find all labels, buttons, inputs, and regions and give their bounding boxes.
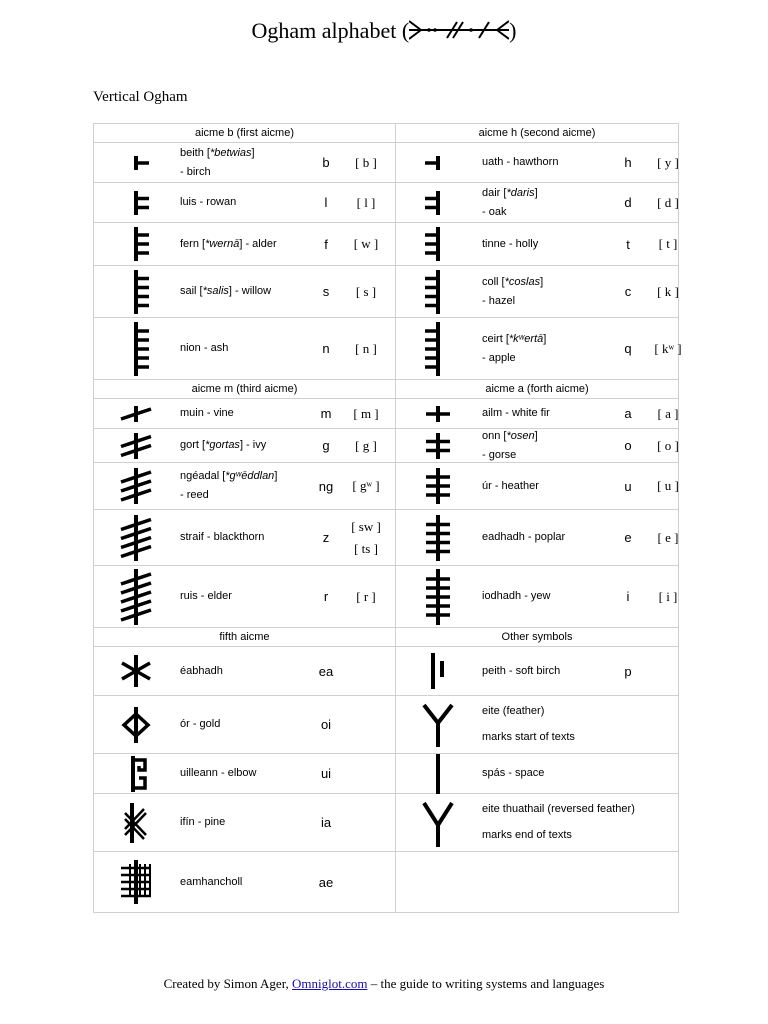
letter-cell	[396, 318, 682, 380]
letter-name-text: ceirt [	[482, 332, 509, 345]
letter-name	[180, 143, 308, 182]
letter-name	[482, 463, 610, 509]
ipa-text: [ o ]	[657, 437, 679, 453]
letter-name-text: ]	[540, 275, 544, 288]
ipa-value	[646, 566, 690, 627]
letter-name-text: ailm - white fir	[482, 407, 550, 419]
ipa-value	[344, 510, 388, 565]
letter-row	[94, 266, 679, 318]
letter-name-text: spás - space	[482, 767, 545, 779]
letter-name	[180, 510, 308, 565]
letter-name-text: luis - rowan	[180, 196, 237, 208]
letter-name	[180, 223, 308, 265]
letter-name	[180, 566, 308, 627]
letter-name-line	[180, 467, 308, 486]
letter-cell	[396, 852, 679, 913]
letter-name-line	[180, 282, 308, 301]
letter-name-text: nion - ash	[180, 342, 229, 354]
latin-transliteration: o	[624, 438, 632, 453]
letter-name-line	[482, 235, 610, 254]
letter-name-line	[482, 427, 610, 446]
letter-row	[94, 696, 679, 754]
letter-cell	[396, 463, 679, 510]
letter-name-line	[180, 404, 308, 423]
ogham-fern-icon	[109, 223, 163, 265]
letter-name	[482, 754, 662, 793]
letter-name-text: peith - soft birch	[482, 664, 561, 677]
letter-name	[482, 223, 610, 265]
letter-name	[180, 399, 308, 428]
letter-name-line	[482, 273, 610, 292]
footer-suffix: – the guide to writing systems and languages	[367, 976, 605, 991]
letter-name-line	[482, 662, 610, 681]
ipa-text: [ m ]	[353, 405, 379, 421]
ipa-value	[344, 223, 388, 265]
ipa-text: [ i ]	[658, 588, 678, 604]
letter-name-line	[180, 235, 308, 254]
letter-meaning: marks end of texts	[482, 829, 572, 841]
letter-name-line	[482, 587, 610, 606]
letter-name	[482, 399, 610, 428]
letter-meaning: - birch	[180, 165, 211, 178]
letter-name-line	[482, 764, 662, 783]
letter-name-text: iodhadh - yew	[482, 590, 551, 602]
section-header-row	[94, 628, 679, 647]
letter-meaning: - reed	[180, 489, 209, 501]
latin-transliteration: ng	[318, 478, 334, 494]
letter-cell	[396, 223, 679, 266]
letter-name-text: fern [	[180, 237, 206, 250]
latin-transliteration: d	[624, 195, 632, 210]
letter-name	[180, 266, 308, 317]
letter-name-text: ngéadal [	[180, 470, 226, 482]
letter-row	[94, 566, 679, 628]
letter-cell	[94, 223, 396, 266]
letter-name-line	[180, 339, 308, 358]
ipa-text: [ r ]	[356, 588, 376, 604]
letter-meaning: - oak	[482, 205, 507, 218]
letter-cell	[396, 266, 679, 318]
ogham-eadhadh-icon	[411, 510, 465, 565]
letter-name-text: úr - heather	[482, 479, 539, 492]
letter-name	[180, 183, 308, 222]
letter-row	[94, 754, 679, 794]
latin-transliteration: g	[322, 438, 330, 453]
letter-name	[180, 318, 308, 379]
letter-name-text: éabhadh	[180, 664, 223, 677]
ipa-value	[344, 566, 388, 627]
letter-cell	[94, 754, 396, 794]
proto-irish-form: *gʷēddlan	[225, 470, 275, 482]
letter-name	[180, 696, 308, 753]
latin-transliteration: m	[320, 406, 332, 421]
latin-transliteration: ui	[320, 766, 332, 781]
ogham-eamhancholl-icon	[109, 852, 163, 912]
letter-name	[482, 696, 662, 753]
letter-name-text: ]	[274, 470, 278, 482]
ipa-text: [ t ]	[658, 236, 678, 251]
letter-row	[94, 183, 679, 223]
letter-row	[94, 794, 679, 852]
proto-irish-form: *gortas	[205, 439, 240, 451]
letter-cell	[396, 794, 679, 852]
letter-name-line	[482, 404, 610, 423]
letter-name-text: eite thuathail (reversed feather)	[482, 803, 635, 815]
letter-name-text: ] - ivy	[239, 439, 267, 451]
section-heading: Vertical Ogham	[93, 89, 188, 105]
ogham-sail-icon	[109, 266, 163, 317]
latin-transliteration: n	[322, 341, 330, 356]
ogham-eite-feather-icon	[411, 696, 465, 753]
letter-name	[482, 318, 610, 379]
letter-name-line	[180, 587, 308, 606]
letter-name-text: ]	[251, 146, 255, 159]
ipa-value	[646, 266, 690, 317]
proto-irish-form: *coslas	[504, 275, 541, 288]
letter-cell	[396, 647, 679, 696]
latin-transliteration: q	[624, 341, 632, 356]
letter-name-line	[180, 813, 308, 832]
letter-row	[94, 399, 679, 429]
letter-name-text: straif - blackthorn	[180, 531, 265, 543]
ogham-tinne-icon	[411, 223, 465, 265]
latin-transliteration: ia	[320, 815, 332, 830]
letter-row	[94, 647, 679, 696]
letter-name-line	[482, 153, 610, 172]
ipa-value	[646, 463, 690, 509]
letter-name-line	[180, 873, 308, 892]
ogham-ruis-icon	[109, 566, 163, 627]
proto-irish-form: *betwias	[209, 146, 252, 159]
ogham-coll-icon	[411, 266, 465, 317]
letter-name-line	[180, 193, 308, 212]
letter-name-line	[180, 662, 308, 681]
letter-row	[94, 463, 679, 510]
latin-transliteration: z	[322, 530, 330, 545]
ipa-text: [ n ]	[355, 340, 377, 356]
ipa-text: [ ts ]	[354, 540, 378, 556]
letter-name	[482, 143, 610, 182]
letter-name-line	[482, 477, 610, 496]
letter-meaning: - hazel	[482, 294, 516, 307]
ipa-text: [ gʷ ]	[352, 478, 380, 493]
page-title	[0, 18, 768, 46]
latin-transliteration: s	[322, 284, 330, 299]
ipa-text: [ s ]	[355, 283, 377, 299]
latin-transliteration: i	[626, 589, 630, 604]
ogham-ngeadal-icon	[109, 463, 163, 509]
letter-cell	[94, 647, 396, 696]
latin-transliteration: ae	[318, 874, 334, 890]
ipa-text: [ a ]	[657, 405, 679, 421]
letter-cell	[94, 318, 396, 380]
letter-name	[180, 794, 308, 851]
latin-transliteration: u	[624, 478, 632, 494]
ipa-value	[646, 318, 690, 379]
ogham-ur-icon	[411, 463, 465, 509]
latin-transliteration: a	[624, 406, 632, 421]
letter-name	[482, 794, 662, 851]
ogham-or-icon	[109, 696, 163, 753]
proto-irish-form: *daris	[506, 186, 535, 199]
letter-name-text: eite (feather)	[482, 705, 545, 717]
ipa-value	[344, 183, 388, 222]
letter-name-text: ifín - pine	[180, 816, 226, 828]
ogham-eite-thuathail-icon	[411, 794, 465, 851]
section-header-left: aicme m (third aicme)	[94, 380, 396, 399]
letter-name-line	[180, 528, 308, 547]
ogham-peith-icon	[411, 647, 465, 695]
ogham-word-icon	[409, 20, 509, 46]
letter-name-text: ] - willow	[228, 285, 272, 297]
section-header-right: aicme h (second aicme)	[396, 124, 679, 143]
letter-name	[180, 754, 308, 793]
letter-row	[94, 223, 679, 266]
ipa-text: [ b ]	[355, 154, 377, 170]
proto-irish-form: *kʷertā	[508, 332, 544, 345]
letter-cell	[396, 566, 679, 628]
proto-irish-form: *osen	[506, 429, 535, 442]
ogham-uilleann-icon	[109, 754, 163, 793]
letter-meaning: marks start of texts	[482, 731, 575, 743]
letter-name-text: ruis - elder	[180, 590, 232, 602]
letter-name	[482, 510, 610, 565]
ogham-ceirt-icon	[411, 318, 465, 379]
ipa-value	[344, 429, 388, 462]
letter-name-text: uath - hawthorn	[482, 156, 559, 168]
letter-name-text: sail [	[180, 285, 203, 297]
ipa-value	[344, 463, 388, 509]
latin-transliteration: c	[624, 284, 632, 299]
footer-prefix: Created by Simon Ager,	[163, 976, 293, 991]
letter-name-text: gort [	[180, 439, 206, 451]
section-header-row	[94, 124, 679, 143]
latin-transliteration: e	[624, 530, 632, 545]
ipa-value	[344, 399, 388, 428]
letter-name-text: ] - alder	[239, 237, 277, 250]
letter-meaning: - gorse	[482, 448, 517, 461]
page-title-text: Ogham alphabet (	[251, 18, 410, 43]
letter-name-text: ]	[534, 186, 538, 199]
ipa-value	[646, 183, 690, 222]
letter-name	[482, 566, 610, 627]
letter-name-line	[180, 144, 308, 163]
latin-transliteration: r	[323, 589, 329, 604]
ipa-text: [ w ]	[353, 236, 379, 251]
letter-name-text: eamhancholl	[180, 875, 243, 888]
letter-name-text: onn [	[482, 429, 507, 442]
letter-name-line	[482, 702, 662, 721]
letter-name-line	[482, 800, 662, 819]
latin-transliteration: p	[624, 663, 632, 679]
latin-transliteration: ea	[318, 663, 334, 679]
letter-name-line	[180, 764, 308, 783]
ipa-value	[646, 399, 690, 428]
letter-name-line	[482, 528, 610, 547]
letter-cell	[94, 266, 396, 318]
letter-name	[180, 463, 308, 509]
ipa-text: [ d ]	[657, 194, 679, 210]
proto-irish-form: *wernā	[205, 237, 240, 250]
latin-transliteration: h	[624, 155, 632, 170]
letter-cell	[94, 510, 396, 566]
letter-name	[180, 852, 308, 912]
omniglot-link[interactable]: Omniglot.com	[292, 976, 368, 991]
ogham-iodhadh-icon	[411, 566, 465, 627]
letter-name-text: uilleann - elbow	[180, 767, 257, 779]
letter-cell	[396, 754, 679, 794]
ipa-value	[646, 143, 690, 182]
letter-cell	[94, 852, 396, 913]
section-header-left: fifth aicme	[94, 628, 396, 647]
page-title-close: )	[509, 18, 517, 43]
letter-cell	[396, 510, 679, 566]
footer	[0, 976, 768, 992]
ipa-value	[646, 223, 690, 265]
letter-name-text: ]	[543, 332, 547, 345]
letter-cell	[94, 463, 396, 510]
letter-name-text: beith [	[180, 146, 210, 159]
letter-cell	[94, 566, 396, 628]
ipa-text: [ g ]	[355, 437, 377, 453]
ipa-text: [ y ]	[657, 154, 679, 170]
letter-name	[482, 183, 610, 222]
ipa-value	[344, 318, 388, 379]
ogham-nion-icon	[109, 318, 163, 379]
ipa-value	[344, 266, 388, 317]
section-header-left: aicme b (first aicme)	[94, 124, 396, 143]
ogham-ifin-icon	[109, 794, 163, 851]
ipa-value	[344, 143, 388, 182]
section-header-right: aicme a (forth aicme)	[396, 380, 679, 399]
letter-name-text: ]	[534, 429, 538, 442]
ipa-text: [ kʷ ]	[654, 340, 682, 356]
proto-irish-form: *salis	[202, 285, 229, 297]
letter-meaning: - apple	[482, 351, 516, 364]
ipa-value	[646, 510, 690, 565]
ipa-text: [ l ]	[356, 194, 376, 210]
letter-name-line	[180, 715, 308, 734]
ipa-text: [ e ]	[657, 529, 679, 545]
ipa-text: [ u ]	[657, 478, 679, 493]
ogham-spas-icon	[411, 754, 465, 793]
letter-name-text: muin - vine	[180, 407, 234, 419]
ipa-text: [ k ]	[657, 283, 679, 299]
letter-name-text: coll [	[482, 275, 505, 288]
letter-name-line	[180, 436, 308, 455]
letter-row	[94, 143, 679, 183]
ogham-straif-icon	[109, 510, 163, 565]
letter-name	[482, 429, 610, 462]
latin-transliteration: l	[324, 195, 328, 210]
ogham-eabhadh-icon	[109, 647, 163, 695]
letter-name	[180, 647, 308, 695]
letter-name-text: dair [	[482, 186, 507, 199]
letter-name-text: ór - gold	[180, 718, 221, 730]
section-header-row	[94, 380, 679, 399]
ipa-value	[646, 429, 690, 462]
letter-row	[94, 510, 679, 566]
latin-transliteration: b	[322, 155, 330, 170]
letter-row	[94, 852, 679, 913]
letter-row	[94, 318, 679, 380]
letter-row	[94, 429, 679, 463]
letter-name-line	[482, 184, 610, 203]
ipa-text: [ sw ]	[351, 518, 381, 534]
ogham-table	[93, 123, 682, 913]
letter-name-text: eadhadh - poplar	[482, 531, 566, 543]
latin-transliteration: oi	[320, 717, 332, 732]
letter-name	[482, 266, 610, 317]
section-header-right: Other symbols	[396, 628, 679, 647]
letter-name	[482, 647, 610, 695]
latin-transliteration: f	[324, 236, 328, 252]
letter-name-line	[482, 330, 610, 349]
letter-name-text: tinne - holly	[482, 237, 539, 250]
letter-cell	[94, 794, 396, 852]
letter-name	[180, 429, 308, 462]
latin-transliteration: t	[626, 236, 630, 252]
